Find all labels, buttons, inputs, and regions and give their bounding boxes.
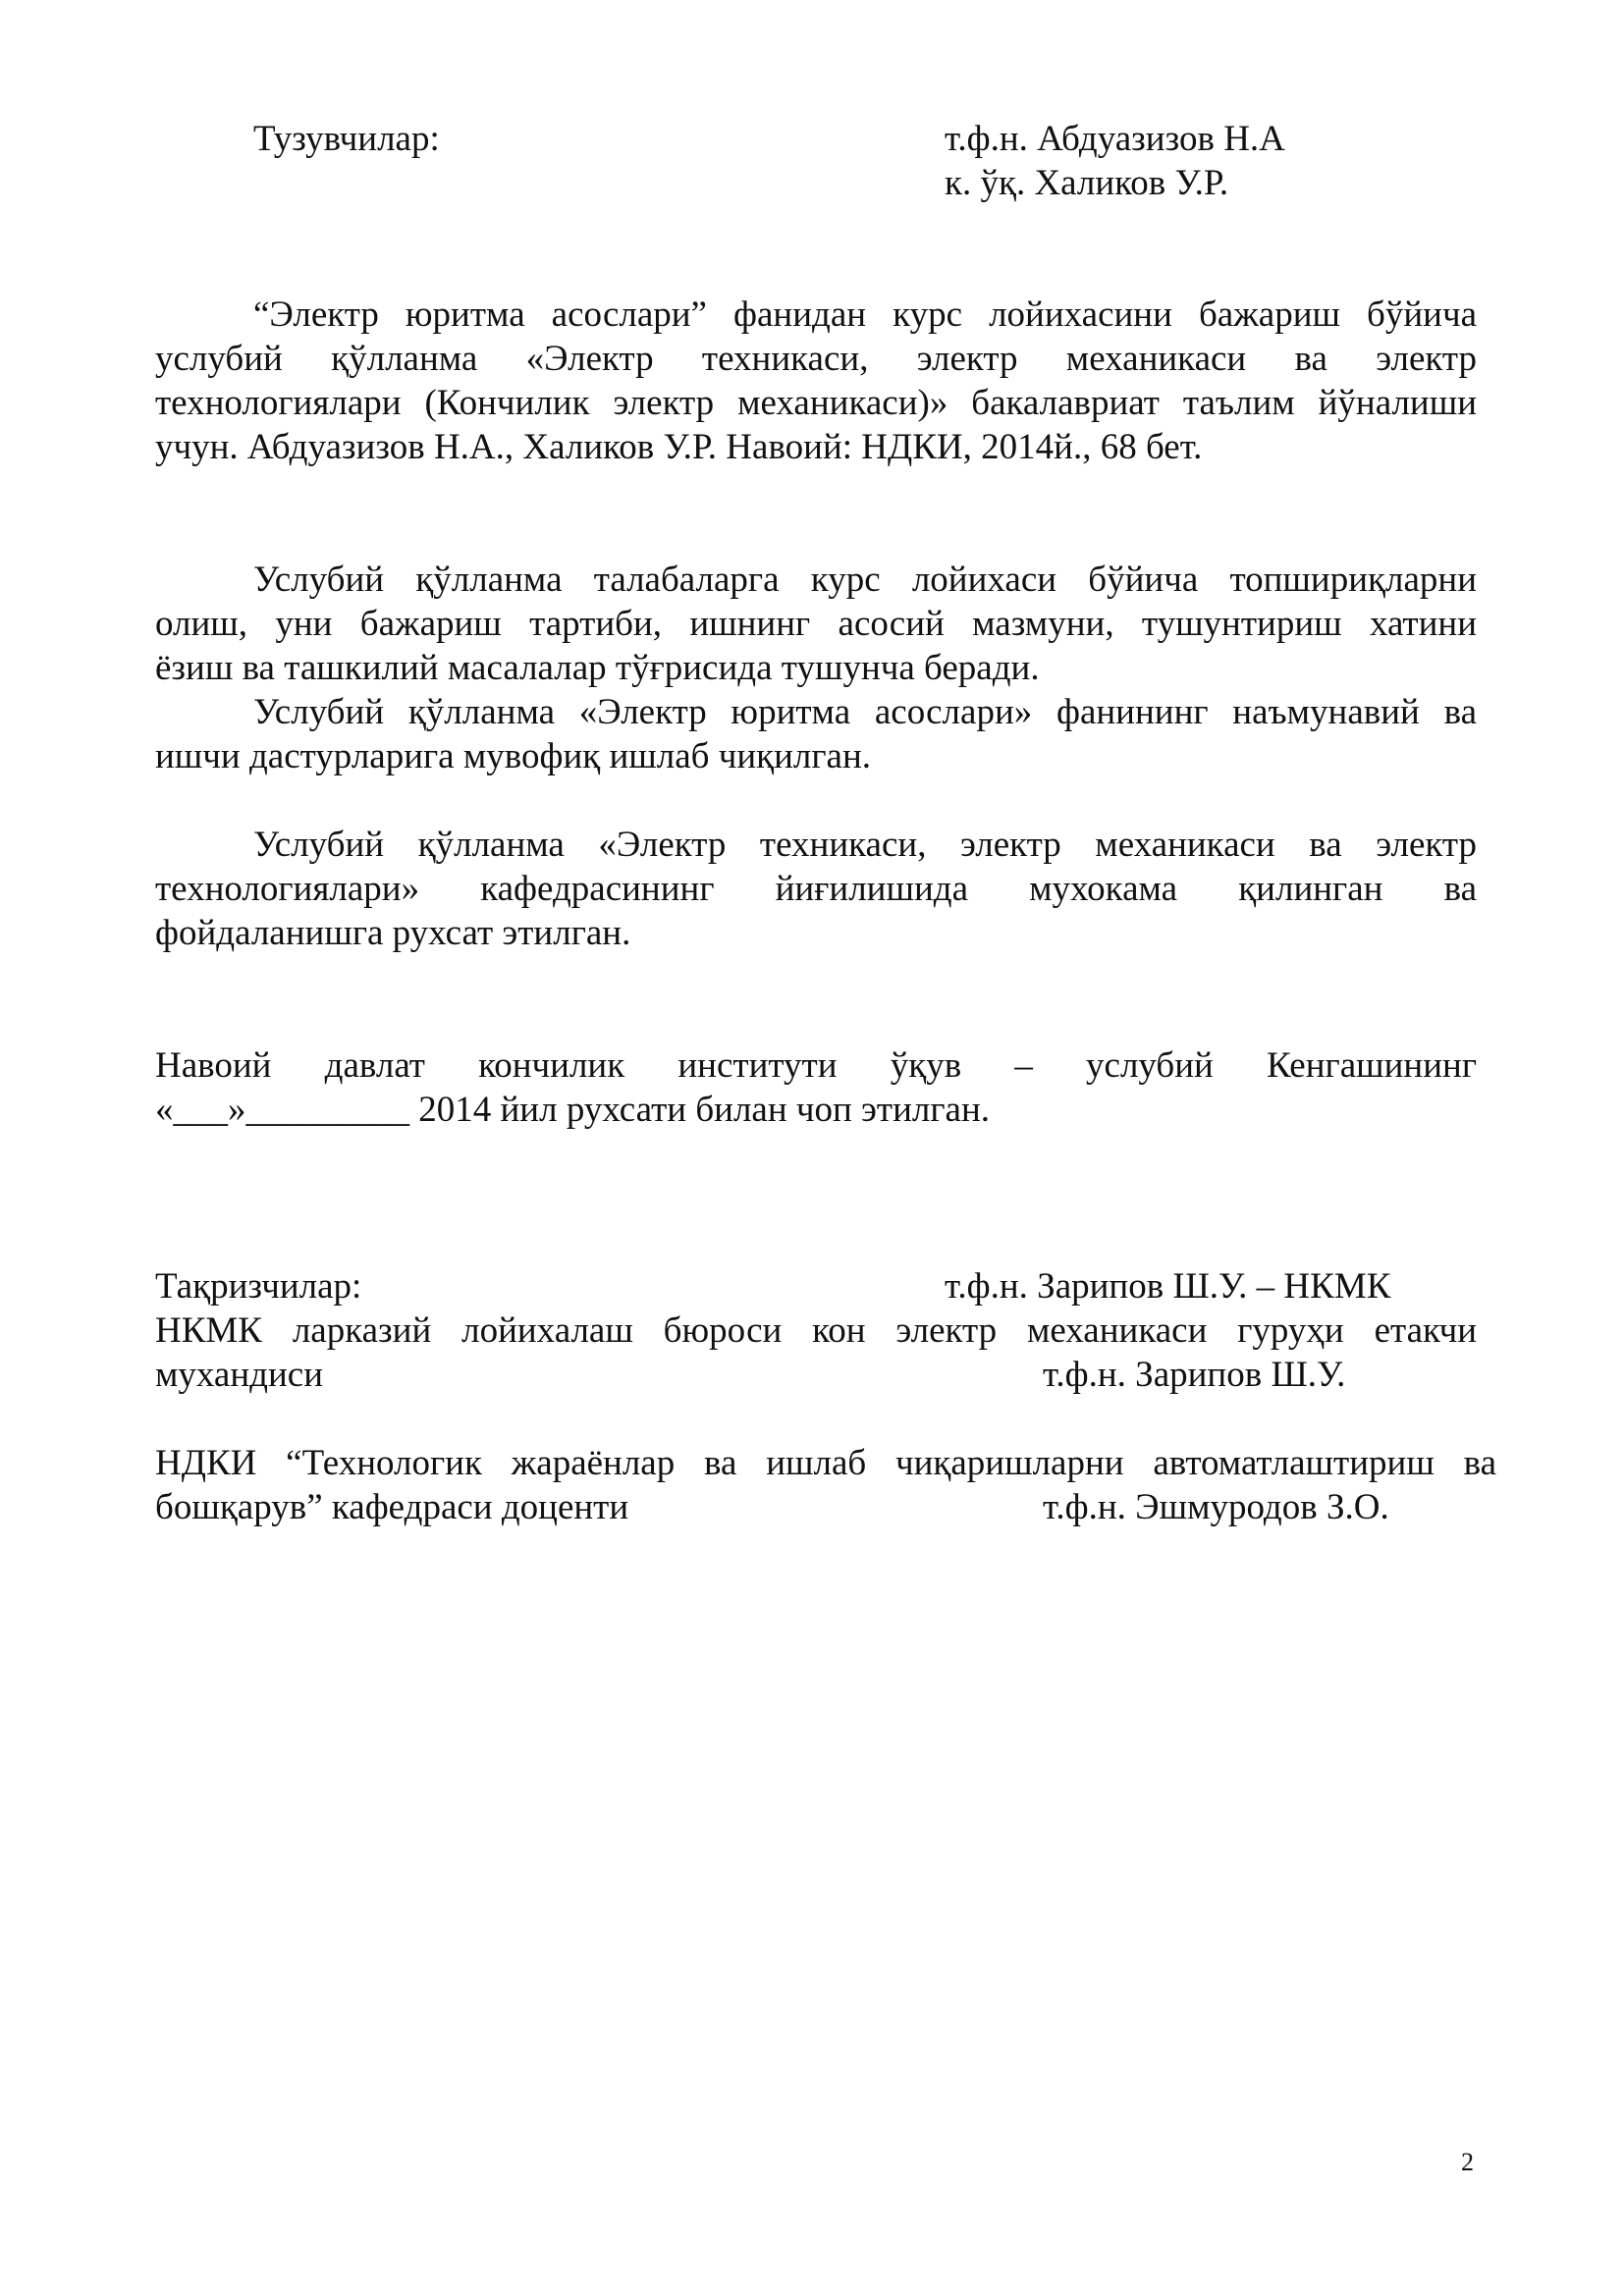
approval-line-3: фойдаланишга рухсат этилган. xyxy=(155,913,631,953)
reviewer-2-line-1: НДКИ “Технологик жараёнлар ва ишлаб чиқаришларни автоматлаштириш ва xyxy=(155,1443,1496,1483)
reviewer-1-name: т.ф.н. Зарипов Ш.У. xyxy=(1043,1355,1346,1395)
description-p2-line-2: ишчи дастурларига мувофиқ ишлаб чиқилган. xyxy=(155,736,872,776)
citation-line-1: “Электр юритма асослари” фанидан курс лойихасини бажариш бўйича xyxy=(253,294,1477,335)
approval-line-1: Услубий қўлланма «Электр техникаси, электр механикаси ва электр xyxy=(253,825,1477,865)
reviewer-2-line-2: бошқарув” кафедраси доценти xyxy=(155,1487,629,1527)
citation-line-3: технологиялари (Кончилик электр механикаси)» бакалавриат таълим йўналиши xyxy=(155,383,1477,423)
citation-line-4: учун. Абдуазизов Н.А., Халиков У.Р. Навоий: НДКИ, 2014й., 68 бет. xyxy=(155,427,1203,467)
compiler-author-1: т.ф.н. Абдуазизов Н.А xyxy=(945,119,1285,159)
page-number: 2 xyxy=(1461,2148,1474,2176)
approval-line-2: технологиялари» кафедрасининг йиғилишида мухокама қилинган ва xyxy=(155,869,1477,909)
description-p1-line-2: олиш, уни бажариш тартиби, ишнинг асосий мазмуни, тушунтириш хатини xyxy=(155,604,1477,644)
description-p2-line-1: Услубий қўлланма «Электр юритма асослари» фанининг наъмунавий ва xyxy=(253,692,1477,732)
compiler-author-2: к. ўқ. Халиков У.Р. xyxy=(945,163,1229,203)
reviewer-1-line-1: НКМК ларказий лойихалаш бюроси кон электр механикаси гуруҳи етакчи xyxy=(155,1310,1477,1351)
publication-line-1: Навоий давлат кончилик институти ўқув – услубий Кенгашининг xyxy=(155,1045,1477,1086)
publication-line-2: «___»_________ 2014 йил рухсати билан чоп этилган. xyxy=(155,1090,991,1130)
description-p1-line-3: ёзиш ва ташкилий масалалар тўғрисида тушунча беради. xyxy=(155,648,1040,688)
compilers-label: Тузувчилар: xyxy=(253,119,440,159)
reviewer-1-name-top: т.ф.н. Зарипов Ш.У. – НКМК xyxy=(945,1266,1391,1307)
citation-line-2: услубий қўлланма «Электр техникаси, электр механикаси ва электр xyxy=(155,339,1477,379)
reviewer-2-name: т.ф.н. Эшмуродов З.О. xyxy=(1043,1487,1389,1527)
description-p1-line-1: Услубий қўлланма талабаларга курс лойихаси бўйича топшириқларни xyxy=(253,560,1477,600)
reviewer-1-line-2: мухандиси xyxy=(155,1355,323,1395)
reviewers-label: Тақризчилар: xyxy=(155,1266,362,1307)
